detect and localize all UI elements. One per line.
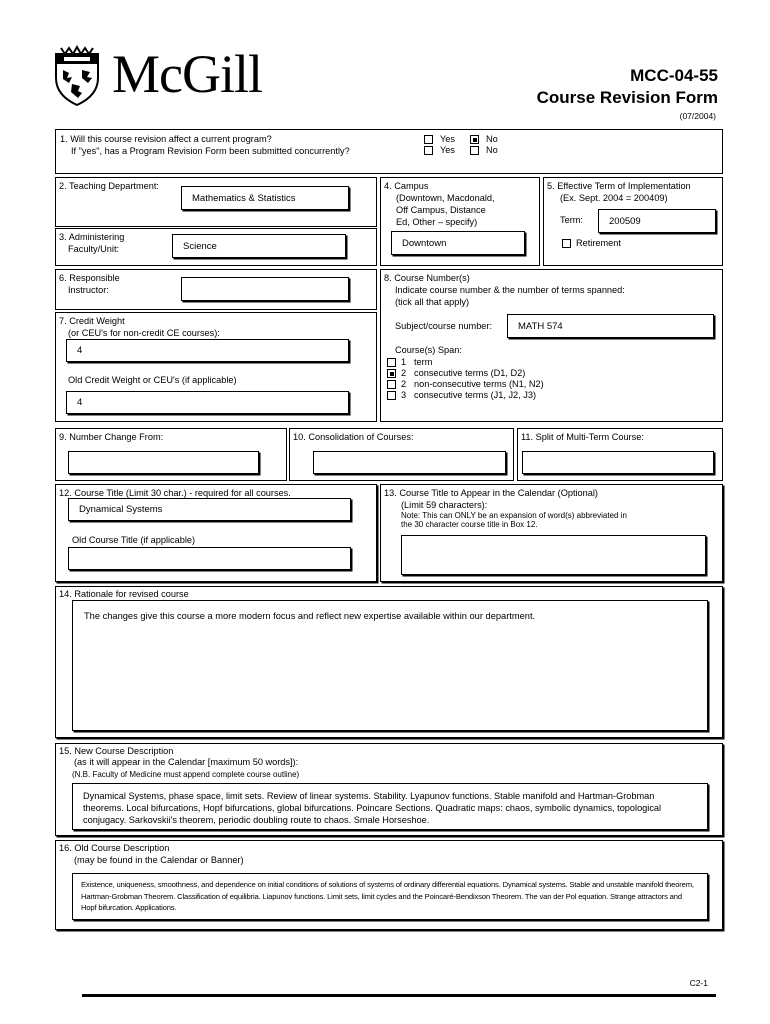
q2-label: 2. Teaching Department: [59,181,159,191]
old-credit-weight-field[interactable]: 4 [66,391,349,414]
q1-line2: If "yes", has a Program Revision Form been submitted concurrently? [71,146,350,156]
q12-label: 12. Course Title (Limit 30 char.) - required for all courses. [59,488,291,498]
q9-label: 9. Number Change From: [59,432,164,442]
number-change-field[interactable] [68,451,259,474]
span-2-text: consecutive terms (D1, D2) [414,368,526,378]
subject-course-number-label: Subject/course number: [395,321,493,331]
q1a-no-label: No [486,134,498,144]
q10-label: 10. Consolidation of Courses: [293,432,414,442]
form-code: MCC-04-55 [630,66,718,85]
span-3-num: 2 [401,379,407,389]
span-3-text: non-consecutive terms (N1, N2) [414,379,544,389]
span-4-text: consecutive terms (J1, J2, J3) [414,390,537,400]
q1a-yes-checkbox[interactable] [424,135,433,144]
old-course-title-field[interactable] [68,547,351,570]
q3-label-line1: 3. Administering [59,232,125,242]
q1a-yes-label: Yes [440,134,455,144]
old-description-text: Existence, uniqueness, smoothness, and dependence on initial conditions of solutions of systems of ordinary differential equations. Dynamical systems. Stable and unstable manifold theorem, Hartman-Grobman Theorem. Classification of equilibria. Liapunov functions. Limit sets, limit cycles and the Poincaré-Bendixson Theorem. The van der Pol equation. Strange attractors and Hopf bifurcation. Applications. [81,880,694,912]
q7-label-line1: 7. Credit Weight [59,316,125,326]
term-field[interactable]: 200509 [598,209,716,233]
span-1-term-checkbox[interactable] [387,358,396,367]
administering-unit-field[interactable]: Science [172,234,346,258]
q1a-no-checkbox[interactable] [470,135,479,144]
q14-label: 14. Rationale for revised course [59,589,189,599]
form-title: Course Revision Form [536,88,718,107]
q11-label: 11. Split of Multi-Term Course: [521,432,644,442]
q4-label-line2: (Downtown, Macdonald, [396,193,495,203]
responsible-instructor-field[interactable] [181,277,349,301]
page-number: C2-1 [689,978,708,988]
q5-label-line1: 5. Effective Term of Implementation [547,181,691,191]
q6-label-line2: Instructor: [68,285,109,295]
mcgill-wordmark: McGill [112,44,262,104]
campus-field[interactable]: Downtown [391,231,525,255]
q1b-no-label: No [486,145,498,155]
q13-label-line2: (Limit 59 characters): [401,500,488,510]
split-course-field[interactable] [522,451,714,474]
span-4-num: 3 [401,390,407,400]
span-1-num: 1 [401,357,407,367]
course-title-field[interactable]: Dynamical Systems [68,498,351,521]
q15-label-line1: 15. New Course Description [59,746,174,756]
q8-label-line1: 8. Course Number(s) [384,273,470,283]
q15-label-line3: (N.B. Faculty of Medicine must append complete course outline) [72,770,300,779]
q4-label-line3: Off Campus, Distance [396,205,486,215]
q1b-no-checkbox[interactable] [470,146,479,155]
q13-label-line1: 13. Course Title to Appear in the Calendar (Optional) [384,488,598,498]
form-date: (07/2004) [679,111,716,121]
q5-label-line2: (Ex. Sept. 2004 = 200409) [560,193,668,203]
span-3-consecutive-checkbox[interactable] [387,391,396,400]
q4-label-line1: 4. Campus [384,181,429,191]
q8-label-line3: (tick all that apply) [395,297,470,307]
footer-rule [82,994,716,997]
q3-label-line2: Faculty/Unit: [68,244,120,254]
retirement-label: Retirement [576,238,621,248]
span-1-text: term [414,357,433,367]
mcgill-crest-logo [52,44,102,106]
calendar-title-field[interactable] [401,535,706,575]
q7-label-line2: (or CEU's for non-credit CE courses): [68,328,220,338]
q16-label-line2: (may be found in the Calendar or Banner) [74,855,244,865]
teaching-department-field[interactable]: Mathematics & Statistics [181,186,349,210]
rationale-text: The changes give this course a more modern focus and reflect new expertise available within our department. [84,611,536,621]
q15-label-line2: (as it will appear in the Calendar [maximum 50 words]): [74,757,299,767]
q13-note-line2: the 30 character course title in Box 12. [401,520,538,529]
q13-note-line1: Note: This can ONLY be an expansion of word(s) abbreviated in [401,511,627,520]
q1b-yes-label: Yes [440,145,455,155]
consolidation-field[interactable] [313,451,506,474]
retirement-checkbox[interactable] [562,239,571,248]
q4-label-line4: Ed, Other – specify) [396,217,478,227]
term-label: Term: [560,215,583,225]
old-credit-weight-label: Old Credit Weight or CEU's (if applicable) [68,375,237,385]
q16-label-line1: 16. Old Course Description [59,843,170,853]
course-span-label: Course(s) Span: [395,345,462,355]
span-2-nonconsecutive-checkbox[interactable] [387,380,396,389]
span-2-num: 2 [401,368,407,378]
q1b-yes-checkbox[interactable] [424,146,433,155]
subject-course-number-field[interactable]: MATH 574 [507,314,714,338]
span-2-consecutive-checkbox[interactable] [387,369,396,378]
q6-label-line1: 6. Responsible [59,273,120,283]
old-course-title-label: Old Course Title (if applicable) [72,535,196,545]
new-description-text: Dynamical Systems, phase space, limit sets. Review of linear systems. Stability. Lyapunov functions. Stable manifold and Hartman-Grobman theorems. Local bifurcations, Hopf bifurcations, global bifurcations. Poincare Sections. Quadratic maps: chaos, symbolic dynamics, topological conjugacy. Sarkovskii's theorem, periodic doubling route to chaos. Smale Horseshoe. [83,791,662,825]
q1-line1: 1. Will this course revision affect a current program? [60,134,272,144]
q8-label-line2: Indicate course number & the number of terms spanned: [395,285,625,295]
credit-weight-field[interactable]: 4 [66,339,349,362]
